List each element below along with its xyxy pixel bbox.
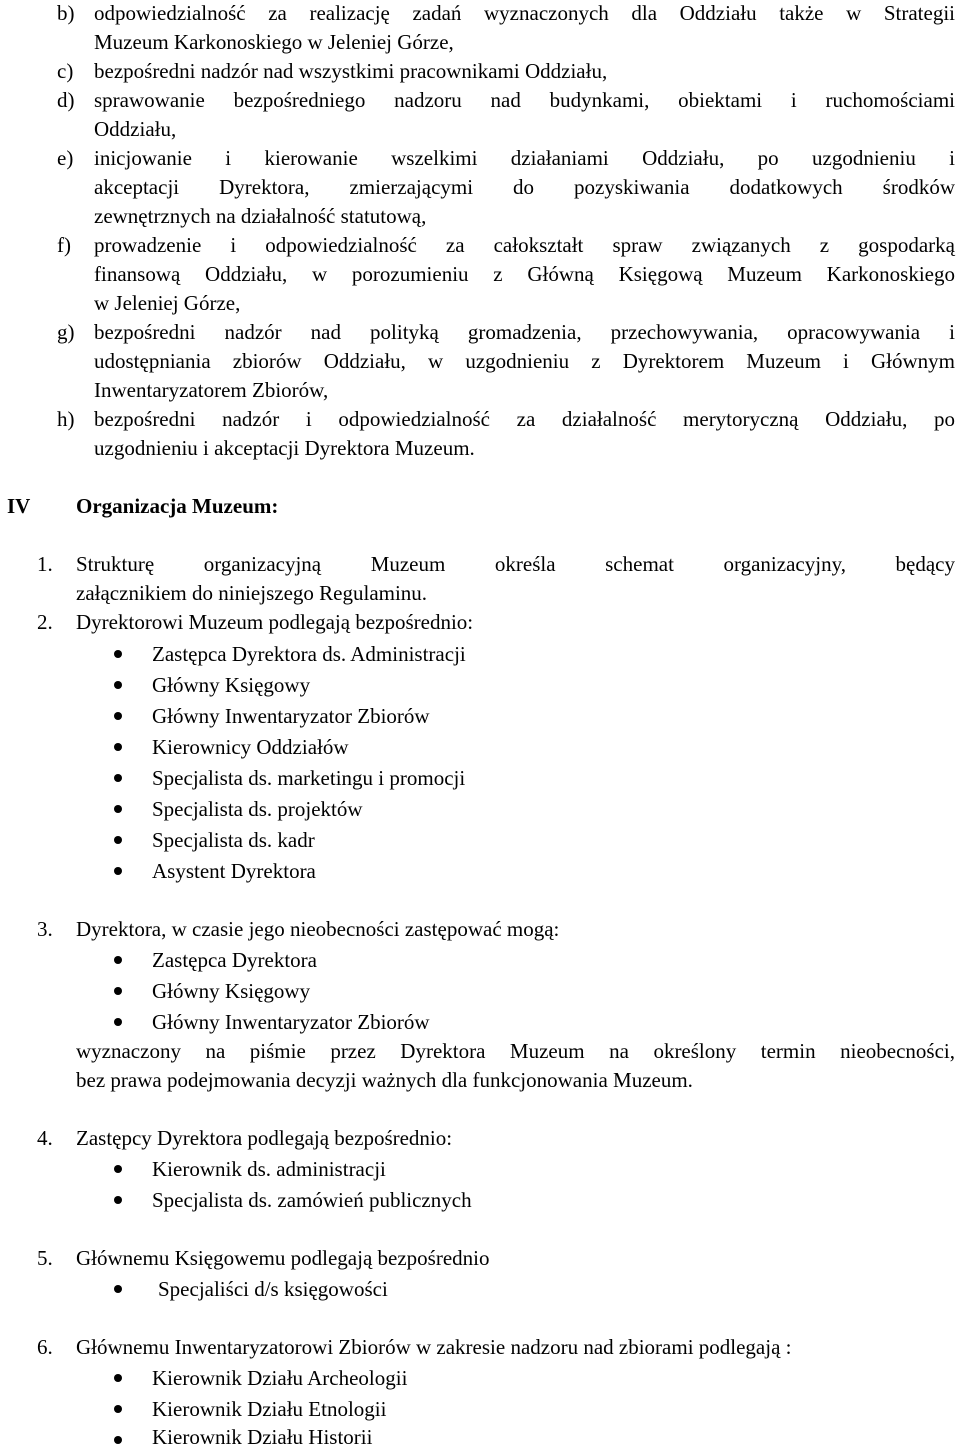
list-item-line: odpowiedzialność za realizację zadań wyznaczonych dla Oddziału także w Strategii [94,1,955,25]
list-item: Główny Księgowy [152,979,311,1003]
bullet-icon [114,1285,122,1293]
point-number: 3. [37,917,53,941]
bullet-icon [114,1018,122,1026]
list-item: Główny Inwentaryzator Zbiorów [152,1010,430,1034]
list-item-line: prowadzenie i odpowiedzialność za całokształt spraw związanych z gospodarką [94,233,955,257]
paragraph-line: Głównemu Księgowemu podlegają bezpośrednio [76,1246,490,1270]
list-item-line: Inwentaryzatorem Zbiorów, [94,378,329,402]
bullet-icon [114,867,122,875]
item-marker: h) [57,407,75,431]
list-item: Asystent Dyrektora [152,859,316,883]
bullet-icon [114,1196,122,1204]
point-number: 5. [37,1246,53,1270]
paragraph-line: Dyrektorowi Muzeum podlegają bezpośrednio: [76,610,474,634]
list-item: Zastępca Dyrektora ds. Administracji [152,642,466,666]
list-item: Specjaliści d/s księgowości [158,1277,388,1301]
paragraph-line: Dyrektora, w czasie jego nieobecności zastępować mogą: [76,917,560,941]
point-number: 4. [37,1126,53,1150]
list-item-line: bezpośredni nadzór i odpowiedzialność za działalność merytoryczną Oddziału, po [94,407,955,431]
list-item-line: bezpośredni nadzór nad wszystkimi pracownikami Oddziału, [94,59,608,83]
list-item-line: Muzeum Karkonoskiego w Jeleniej Górze, [94,30,454,54]
list-item: Zastępca Dyrektora [152,948,317,972]
paragraph-line: Zastępcy Dyrektora podlegają bezpośrednio: [76,1126,453,1150]
bullet-icon [114,681,122,689]
list-item: Główny Inwentaryzator Zbiorów [152,704,430,728]
section-title: Organizacja Muzeum: [76,494,279,518]
point-number: 1. [37,552,53,576]
paragraph-line: Strukturę organizacyjną Muzeum określa schemat organizacyjny, będący [76,552,955,576]
item-marker: g) [57,320,75,344]
paragraph-line: Głównemu Inwentaryzatorowi Zbiorów w zakresie nadzoru nad zbiorami podlegają : [76,1335,792,1359]
list-item-line: sprawowanie bezpośredniego nadzoru nad budynkami, obiektami i ruchomościami [94,88,955,112]
item-marker: b) [57,1,75,25]
list-item-line: bezpośredni nadzór nad polityką gromadzenia, przechowywania, opracowywania i [94,320,955,344]
list-item: Specjalista ds. zamówień publicznych [152,1188,472,1212]
paragraph-line: wyznaczony na piśmie przez Dyrektora Muzeum na określony termin nieobecności, [76,1039,955,1063]
list-item-line: akceptacji Dyrektora, zmierzającymi do pozyskiwania dodatkowych środków [94,175,955,199]
bullet-icon [114,712,122,720]
list-item: Kierownik Działu Etnologii [152,1397,387,1421]
list-item: Kierownik Działu Historii [152,1425,373,1449]
bullet-icon [114,987,122,995]
bullet-icon [114,1374,122,1382]
bullet-icon [114,650,122,658]
point-number: 6. [37,1335,53,1359]
item-marker: e) [57,146,74,170]
list-item: Kierownik ds. administracji [152,1157,386,1181]
list-item-line: udostępniania zbiorów Oddziału, w uzgodnieniu z Dyrektorem Muzeum i Głównym [94,349,955,373]
bullet-icon [114,774,122,782]
bullet-icon [114,1165,122,1173]
list-item-line: uzgodnieniu i akceptacji Dyrektora Muzeum. [94,436,475,460]
list-item-line: Oddziału, [94,117,177,141]
list-item: Specjalista ds. kadr [152,828,315,852]
bullet-icon [114,836,122,844]
list-item-line: w Jeleniej Górze, [94,291,241,315]
bullet-icon [114,1405,122,1413]
bullet-icon [114,743,122,751]
list-item: Kierownik Działu Archeologii [152,1366,408,1390]
point-number: 2. [37,610,53,634]
list-item-line: inicjowanie i kierowanie wszelkimi działaniami Oddziału, po uzgodnieniu i [94,146,955,170]
paragraph-line: załącznikiem do niniejszego Regulaminu. [76,581,428,605]
item-marker: d) [57,88,75,112]
paragraph-line: bez prawa podejmowania decyzji ważnych dla funkcjonowania Muzeum. [76,1068,693,1092]
bullet-icon [114,805,122,813]
item-marker: c) [57,59,74,83]
bullet-icon [114,956,122,964]
bullet-icon [114,1436,122,1444]
item-marker: f) [57,233,71,257]
list-item: Główny Księgowy [152,673,311,697]
list-item: Specjalista ds. marketingu i promocji [152,766,466,790]
list-item: Specjalista ds. projektów [152,797,363,821]
list-item-line: zewnętrznych na działalność statutową, [94,204,427,228]
list-item-line: finansową Oddziału, w porozumieniu z Główną Księgową Muzeum Karkonoskiego [94,262,955,286]
list-item: Kierownicy Oddziałów [152,735,349,759]
section-number: IV [7,494,31,518]
